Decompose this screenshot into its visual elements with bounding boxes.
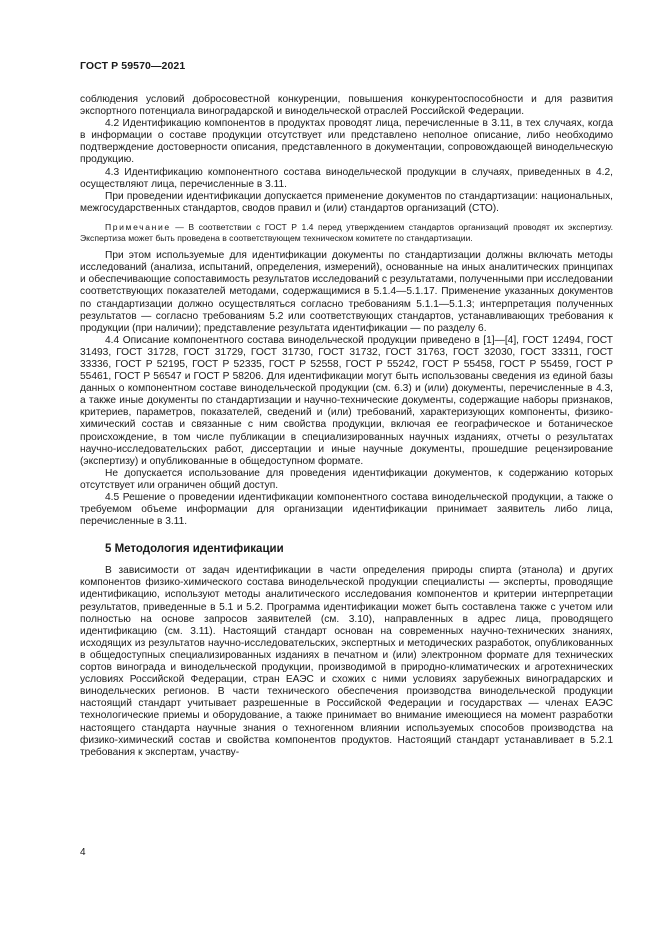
page-number: 4 <box>80 847 86 858</box>
paragraph-standardization-docs: При проведении идентификации допускается применение документов по стандартизации: национальных, межгосударственных стандартов, сводов правил и (или) стандартов организаций (СТО). <box>80 190 613 214</box>
paragraph-continued: соблюдения условий добросовестной конкуренции, повышения конкурентоспособности и для развития экспортного потенциала виноградарской и винодельческой отраслей Российской Федерации. <box>80 94 613 118</box>
paragraph-4-4: 4.4 Описание компонентного состава винодельческой продукции приведено в [1]—[4], ГОСТ 12494, ГОСТ 31493, ГОСТ 31728, ГОСТ 31729, ГОСТ 31730, ГОСТ 31732, ГОСТ 31763, ГОСТ 32030, ГОСТ 33311, ГОСТ 33336, ГОСТ Р 52195, ГОСТ Р 52335, ГОСТ Р 52558, ГОСТ Р 55242, ГОСТ Р 55458, ГОСТ Р 55459, ГОСТ Р 55461, ГОСТ Р 56547 и ГОСТ Р 58206. Для идентификации могут быть использованы сведения из единой базы данных о компонентном составе винодельческой продукции (см. 6.3) и (или) документы, перечисленные в 4.3, а также иные документы по стандартизации и научно-технические документы, содержащие наборы признаков, критериев, параметров, показателей, сведений и (или) требований, характеризующих компоненты, физико-химический состав и связанные с ним свойства продукции, включая ее географическое и ботаническое происхождение, в том числе публикации в специализированных научных изданиях, отчеты о результатах научно-исследовательских работ, диссертации и иные научные документы, прошедшие рецензирование (экспертизу) и опубликованные в общедоступном формате. <box>80 334 613 467</box>
paragraph-4-2: 4.2 Идентификацию компонентов в продуктах проводят лица, перечисленные в 3.11, в тех случаях, когда в информации о составе продукции отсутствует или представлено неполное описание, либо необходимо подтверждение достоверности описания, представленного в документации, сопровождающей винодельческую продукцию. <box>80 118 613 166</box>
paragraph-4-5: 4.5 Решение о проведении идентификации компонентного состава винодельческой продукции, а также о требуемом объеме информации для организации идентификации принимает заявитель либо лица, перечисленные в 3.11. <box>80 492 613 528</box>
paragraph-methods: При этом используемые для идентификации документы по стандартизации должны включать методы исследований (анализа, испытаний, определения, измерений), основанные на иных аналитических принципах и обеспечивающие сопоставимость результатов исследований с результатами, полученными при исследовании соответствующих показателей методами, содержащимися в 5.1.4—5.1.17. Применение указанных документов по стандартизации должно осуществляться согласно требованиям 5.1.1—5.1.3; интерпретация полученных результатов — согласно требованиям 5.2 или соответствующих стандартов, устанавливающих требования к продукции (при наличии); представление результата идентификации — по разделу 6. <box>80 250 613 334</box>
paragraph-restricted-docs: Не допускается использование для проведения идентификации документов, к содержанию которых отсутствует или ограничен общий доступ. <box>80 467 613 491</box>
note-label: Примечание <box>105 221 171 232</box>
standard-header: ГОСТ Р 59570—2021 <box>80 60 186 72</box>
paragraph-4-3: 4.3 Идентификацию компонентного состава винодельческой продукции в случаях, приведенных в 4.2, осуществляют лица, перечисленные в 3.11. <box>80 166 613 190</box>
note-dash: — <box>170 221 189 232</box>
paragraph-5-intro: В зависимости от задач идентификации в части определения природы спирта (этанола) и других компонентов физико-химического состава винодельческой продукции специалисты — эксперты, проводящие идентификацию, используют методы аналитического исследования компонентов и критерии интерпретации результатов, приведенные в 5.1 и 5.2. Программа идентификации может быть составлена также с учетом или полностью на основе запросов заявителей (см. 3.10), направленных в адрес лица, проводящего идентификацию (см. 3.11). Настоящий стандарт основан на современных научно-технических знаниях, исходящих из результатов научно-исследовательских, экспертных и методических разработок, опубликованных в общедоступных специализированных изданиях в печатном и (или) электронном формате для технических сортов винограда и винодельческой продукции, производимой в природно-климатических и агротехнических условиях Российской Федерации, стран ЕАЭС и схожих с ними условиях зарубежных виноградарских и винодельческих регионов. В части технического обеспечения производства винодельческой продукции настоящий стандарт учитывает разрешенные в Российской Федерации и государствах — членах ЕАЭС технологические приемы и оборудование, а также принимает во внимание имеющиеся на момент разработки настоящего стандарта научные знания о техногенном влиянии используемых способов производства на физико-химический состав и свойства компонентов продуктов. Настоящий стандарт устанавливает в 5.2.1 требования к экспертам, участву- <box>80 565 613 758</box>
page-content <box>80 94 613 759</box>
section-title: 5 Методология идентификации <box>105 543 284 556</box>
note-text: В соответствии с ГОСТ Р 1.4 перед утверждением стандартов организаций проводят их экспертизу. Экспертиза может быть проведена в соответствующем техническом комитете по стандартизации. <box>80 221 613 243</box>
note <box>80 222 613 243</box>
